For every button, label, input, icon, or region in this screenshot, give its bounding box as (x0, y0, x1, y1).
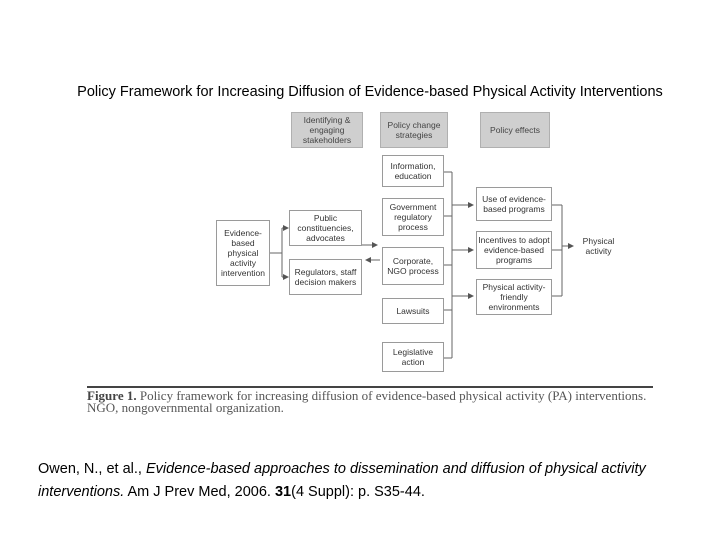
effect-box-incentives: Incentives to adopt evidence-based programs (476, 231, 552, 269)
citation-volume: 31 (274, 484, 292, 500)
citation-title: Evidence-based approaches to dissemination and diffusion of physical activity interventions. (38, 461, 646, 500)
citation-issue: (4 Suppl): p. S35-44. (291, 484, 425, 500)
caption-label: Figure 1. (87, 388, 137, 403)
strategy-box-corporate: Corporate, NGO process (382, 247, 444, 285)
strategy-box-lawsuits: Lawsuits (382, 298, 444, 324)
citation-authors: Owen, N., et al., (38, 461, 146, 477)
header-strategies: Policy change strategies (380, 112, 448, 148)
header-effects: Policy effects (480, 112, 550, 148)
stakeholder-box-public: Public constituencies, advocates (289, 210, 362, 246)
slide-title: Policy Framework for Increasing Diffusion of Evidence-based Physical Activity Interventions (77, 84, 663, 100)
caption-text: Policy framework for increasing diffusion of evidence-based physical activity (PA) interventions. NGO, nongovernmental organization. (87, 388, 647, 415)
citation-journal: Am J Prev Med, 2006. (124, 484, 275, 500)
header-stakeholders: Identifying & engaging stakeholders (291, 112, 363, 148)
outcome-box: Physical activity (576, 231, 621, 261)
figure-caption (87, 390, 657, 414)
strategy-box-legislative: Legislative action (382, 342, 444, 372)
strategy-box-government: Government regulatory process (382, 198, 444, 236)
citation (38, 458, 688, 504)
strategy-box-information: Information, education (382, 155, 444, 187)
source-box: Evidence-based physical activity intervention (216, 220, 270, 286)
effect-box-environments: Physical activity-friendly environments (476, 279, 552, 315)
stakeholder-box-regulators: Regulators, staff decision makers (289, 259, 362, 295)
effect-box-use: Use of evidence-based programs (476, 187, 552, 221)
